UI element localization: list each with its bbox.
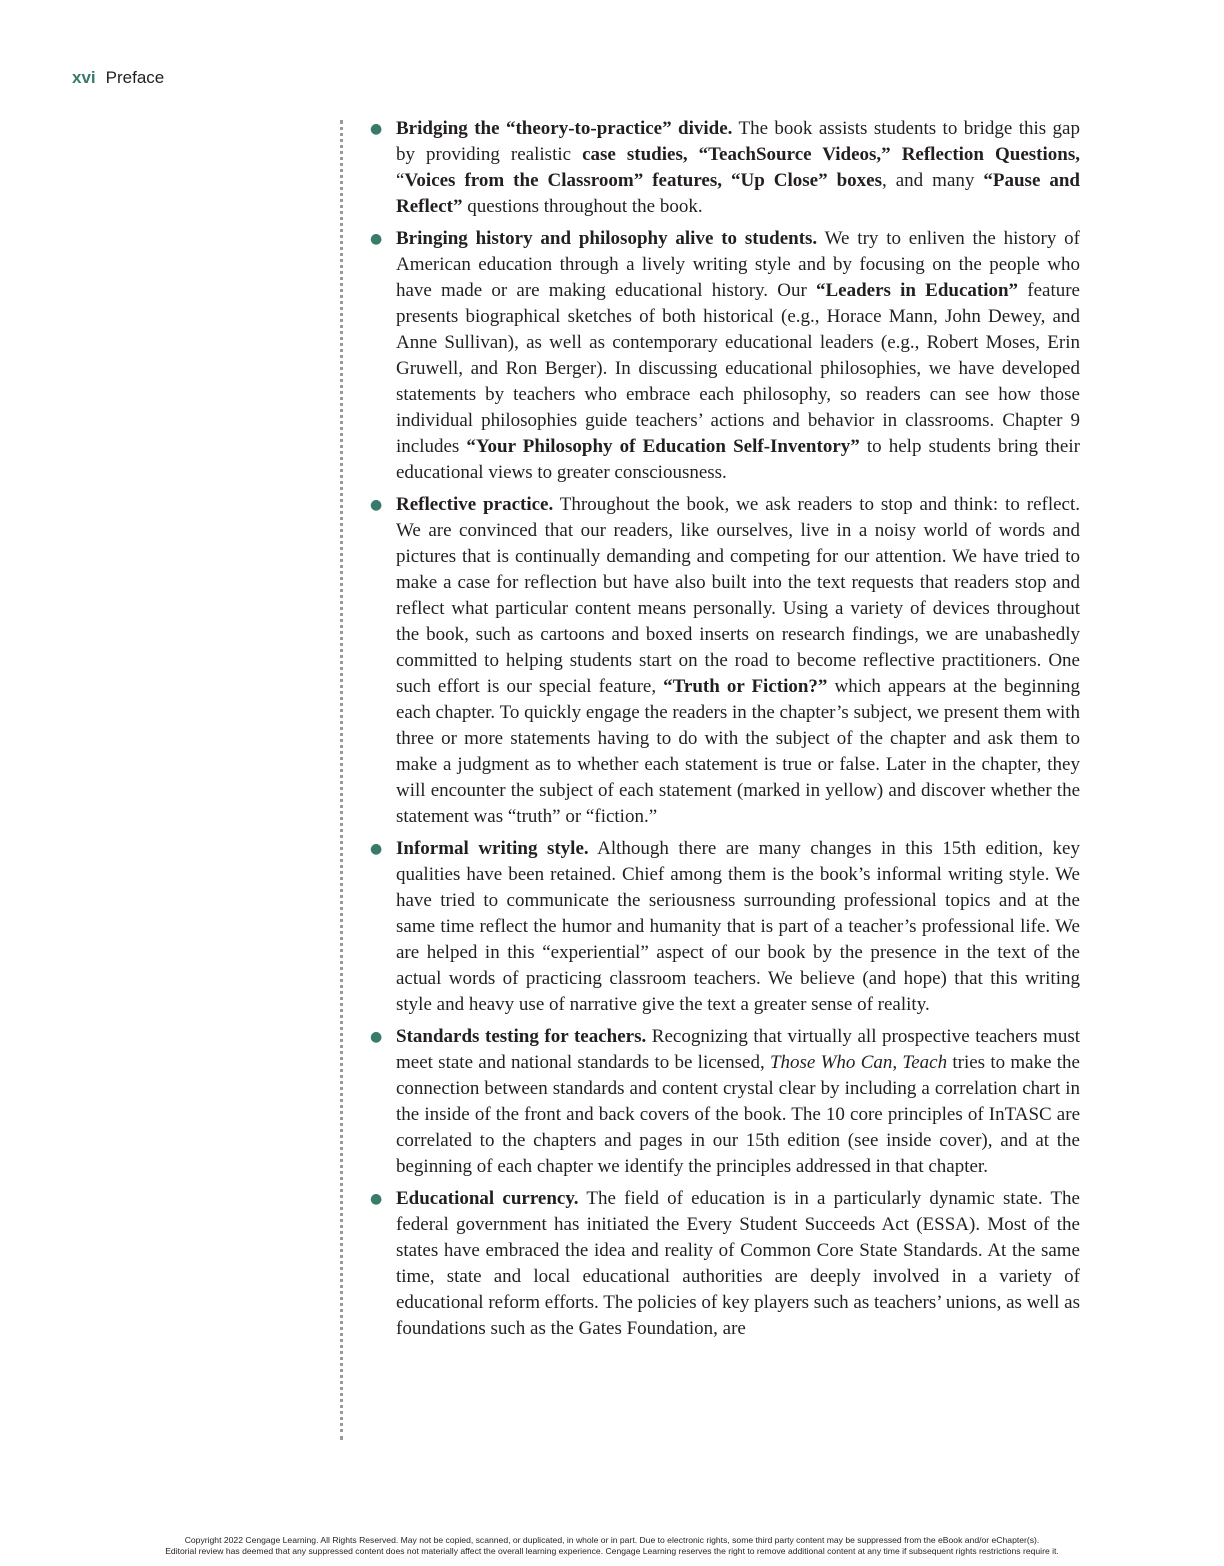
margin-dotted-rule bbox=[340, 120, 343, 1440]
item-body bbox=[396, 1026, 1080, 1177]
body-text: to help students bring their educational views to greater consciousness. bbox=[396, 436, 1080, 483]
bullet-icon: ● bbox=[370, 497, 383, 513]
body-text: which appears at the beginning each chapter. To quickly engage the readers in the chapter’s subject, we present them with three or more statements having to do with the subject of the chapter and ask them to make a judgment as to whether each statement is true or false. Later in the chapter, they will encounter the subject of each statement (marked in yellow) and discover whether the statement was “truth” or “fiction.” bbox=[396, 676, 1080, 827]
item-body bbox=[396, 1188, 1080, 1339]
body-text: Recognizing that virtually all prospective teachers must meet state and national standards to be licensed, bbox=[396, 1026, 1081, 1073]
bullet-icon: ● bbox=[370, 231, 383, 247]
body-text: Although there are many changes in this 15th edition, key qualities have been retained. Chief among them is the book’s informal writing style. We have tried to communicate the seriousness surrounding professional topics and at the same time reflect the humor and humanity that is part of a teacher’s professional life. We are helped in this “experiential” aspect of our book by the presence in the text of the actual words of practicing classroom teachers. We believe (and hope) that this writing style and heavy use of narrative give the text a greater sense of reality. bbox=[396, 838, 1080, 1015]
bullet-icon: ● bbox=[370, 1029, 383, 1045]
copyright-line-2: Editorial review has deemed that any suppressed content does not materially affect the overall learning experience. Cengage Learning reserves the right to remove additional content at any time if subsequent rights restrictions require it. bbox=[165, 1546, 1059, 1556]
list-item bbox=[368, 492, 1080, 830]
list-item bbox=[368, 836, 1080, 1018]
item-lead: Standards testing for teachers. bbox=[396, 1026, 647, 1047]
item-lead: Informal writing style. bbox=[396, 838, 589, 859]
page-number: xvi bbox=[72, 68, 96, 87]
body-text: questions throughout the book. bbox=[462, 196, 703, 217]
body-text: “ bbox=[396, 170, 405, 191]
body-text: feature presents biographical sketches of both historical (e.g., Horace Mann, John Dewey, and Anne Sullivan), as well as contemporary educational leaders (e.g., Robert Moses, Erin Gruwell, and Ron Berger). In discussing educational philosophies, we have developed statements by teachers who embrace each philosophy, so readers can see how those individual philosophies guide teachers’ actions and behavior in classrooms. Chapter 9 includes bbox=[396, 280, 1080, 457]
body-text: The field of education is in a particularly dynamic state. The federal government has initiated the Every Student Succeeds Act (ESSA). Most of the states have embraced the idea and reality of Common Core State Standards. At the same time, state and local educational authorities are deeply involved in a variety of educational reform efforts. The policies of key players such as teachers’ unions, as well as foundations such as the Gates Foundation, are bbox=[396, 1188, 1080, 1339]
bullet-icon: ● bbox=[370, 1191, 383, 1207]
body-text: We try to enliven the history of American education through a lively writing style and by focusing on the people who have made or are making educational history. Our bbox=[396, 228, 1080, 301]
running-head bbox=[72, 68, 164, 94]
item-body bbox=[396, 838, 1080, 1015]
item-lead: Educational currency. bbox=[396, 1188, 579, 1209]
bold-feature-name: Voices from the Classroom” features, “Up Close” boxes bbox=[404, 170, 882, 191]
body-text: , and many bbox=[882, 170, 984, 191]
item-lead: Bridging the “theory-to-practice” divide. bbox=[396, 118, 733, 139]
copyright-footer bbox=[100, 1535, 1124, 1557]
item-lead: Bringing history and philosophy alive to students. bbox=[396, 228, 818, 249]
running-title: Preface bbox=[105, 68, 165, 87]
list-item bbox=[368, 1024, 1080, 1180]
bullet-list bbox=[368, 116, 1080, 1348]
bold-feature-name: case studies, “TeachSource Videos,” Reflection Questions, bbox=[582, 144, 1080, 165]
bold-feature-name: “Leaders in Education” bbox=[815, 280, 1019, 301]
bold-feature-name: “Pause and Reflect” bbox=[396, 170, 1080, 217]
bullet-icon: ● bbox=[370, 121, 383, 137]
item-body bbox=[396, 228, 1080, 483]
item-body bbox=[396, 494, 1080, 827]
bullet-icon: ● bbox=[370, 841, 383, 857]
bold-feature-name: “Truth or Fiction?” bbox=[663, 676, 828, 697]
item-lead: Reflective practice. bbox=[396, 494, 554, 515]
body-text: Throughout the book, we ask readers to stop and think: to reflect. We are convinced that our readers, like ourselves, live in a noisy world of words and pictures that is continually demanding and competing for our attention. We have tried to make a case for reflection but have also built into the text requests that readers stop and reflect what particular content means personally. Using a variety of devices throughout the book, such as cartoons and boxed inserts on research findings, we are unabashedly committed to helping students start on the road to become reflective practitioners. One such effort is our special feature, bbox=[396, 494, 1081, 697]
bold-feature-name: “Your Philosophy of Education Self-Inventory” bbox=[466, 436, 860, 457]
list-item bbox=[368, 116, 1080, 220]
italic-title: Those Who Can, Teach bbox=[769, 1052, 948, 1073]
copyright-line-1: Copyright 2022 Cengage Learning. All Rights Reserved. May not be copied, scanned, or duplicated, in whole or in part. Due to electronic rights, some third party content may be suppressed from the eBook and/or eChapter(s). bbox=[184, 1535, 1040, 1545]
list-item bbox=[368, 1186, 1080, 1342]
body-text: tries to make the connection between standards and content crystal clear by including a correlation chart in the inside of the front and back covers of the book. The 10 core principles of InTASC are correlated to the chapters and pages in our 15th edition (see inside cover), and at the beginning of each chapter we identify the principles addressed in that chapter. bbox=[396, 1052, 1080, 1177]
body-text: The book assists students to bridge this gap by providing realistic bbox=[396, 118, 1080, 165]
list-item bbox=[368, 226, 1080, 486]
